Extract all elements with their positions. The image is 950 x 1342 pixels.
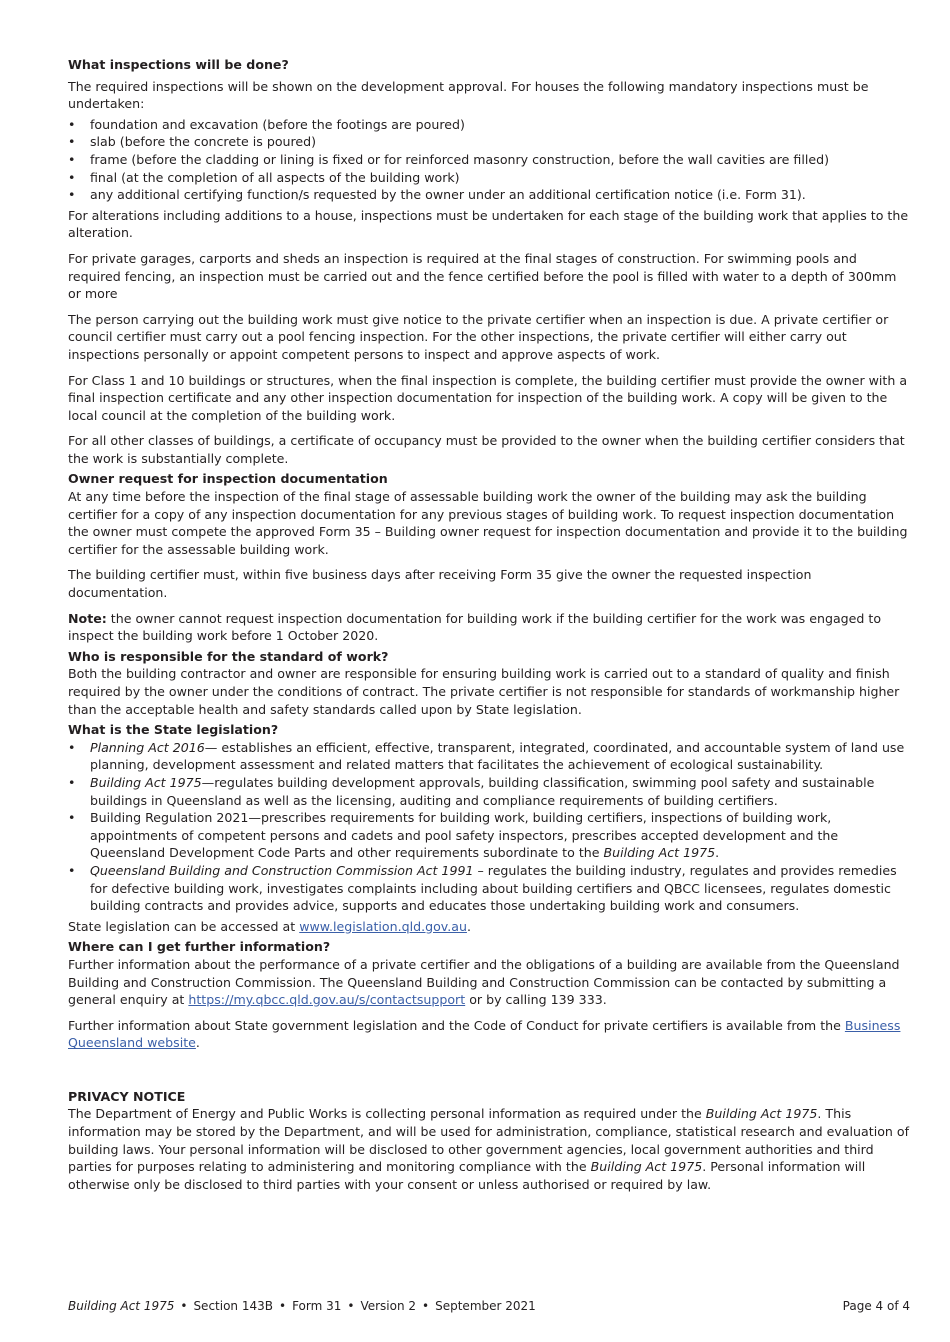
legislation-heading: What is the State legislation? (68, 722, 279, 738)
inspections-list (68, 116, 912, 204)
paragraph-garages: For private garages, carports and sheds an inspection is required at the final stages of construction. For swimming pools and required fencing, an inspection must be carried out and the fence certified before the pool is filled with water to a depth of 300mm or more (68, 250, 897, 302)
inspections-intro: The required inspections will be shown on the development approval. For houses the following mandatory inspections must be undertaken: (68, 78, 869, 112)
note-label: Note: (68, 610, 107, 626)
paragraph-class-1-10: For Class 1 and 10 buildings or structures, when the final inspection is complete, the building certifier must provide the owner with a final inspection certificate and any other inspection documentation for inspection of the building work. A copy will be given to the local council at the completion of the building work. (68, 372, 908, 423)
list-item: • Planning Act 2016— establishes an efficient, effective, transparent, integrated, coordinated, and accountable system of land use planning, development assessment and related matters that facilitates the achievement of ecological sustainability. (68, 739, 905, 773)
list-item: • Queensland Building and Construction Commission Act 1991 – regulates the building industry, regulates and provides remedies for defective building work, investigates complaints including about building certifiers and QBCC licensees, regulates domestic building contracts and provides advice, supports and educates those undertaking building work and consumers. (68, 862, 897, 914)
certifier-deadline-text: The building certifier must, within five business days after receiving Form 35 give the owner the requested inspection documentation. (68, 567, 812, 601)
list-item: • Building Regulation 2021—prescribes requirements for building work, building certifiers, inspections of building work, appointments of competent persons and cadets and pool safety inspectors, prescribes accepted development and the Queensland Development Code Parts and other requirements subordinate to the Building Act 1975. (68, 810, 839, 861)
list-item: • frame (before the cladding or lining is fixed or for reinforced masonry construction, before the wall cavities are filled) (68, 151, 829, 167)
list-item: • Building Act 1975—regulates building development approvals, building classification, swimming pool safety and sustainable buildings in Queensland as well as the licensing, auditing and compliance requirements of building certifiers. (68, 774, 875, 808)
further-info-legislation: Further information about State government legislation and the Code of Conduct for private certifiers is available from the Business Queensland website. (68, 1017, 901, 1051)
paragraph-other-classes: For all other classes of buildings, a certificate of occupancy must be provided to the owner when the building certifier considers that the work is substantially complete. (68, 433, 905, 466)
further-info-qbcc: Further information about the performance of a private certifier and the obligations of a building are available from the Queensland Building and Construction Commission. The Queensland Building and Construction Commission can be contacted by submitting a general enquiry at https://my.qbcc.qld.gov.au/s/contactsupport or by calling 139 333. (68, 956, 900, 1008)
legislation-link[interactable]: www.legislation.qld.gov.au (299, 918, 467, 934)
list-item: • any additional certifying function/s requested by the owner under an additional certification notice (i.e. Form 31). (68, 187, 806, 203)
legislation-list (68, 739, 912, 915)
footer-form-info: Building Act 1975 • Section 143B • Form 31 • Version 2 • September 2021 (68, 1299, 536, 1313)
standard-heading: Who is responsible for the standard of work? (68, 648, 389, 664)
privacy-text: The Department of Energy and Public Works is collecting personal information as required under the Building Act 1975. This information may be stored by the Department, and will be used for administration, compliance, statistical research and evaluation of building laws. Your personal information will be disclosed to other government agencies, local government authorities and third parties for purposes relating to administering and monitoring compliance with the Building Act 1975. Personal information will otherwise only be disclosed to third parties with your consent or unless authorised or required by law. (68, 1106, 910, 1192)
owner-request-text: At any time before the inspection of the final stage of assessable building work the owner of the building may ask the building certifier for a copy of any inspection documentation for any previous stages of building work. To request inspection documentation the owner must compete the approved Form 35 – Building owner request for inspection documentation and provide it to the building certifier for the assessable building work. (68, 489, 908, 557)
owner-request-heading: Owner request for inspection documentation (68, 471, 388, 487)
list-item: • foundation and excavation (before the footings are poured) (68, 116, 465, 132)
inspections-heading: What inspections will be done? (68, 57, 289, 72)
standard-text: Both the building contractor and owner are responsible for ensuring building work is carried out to a standard of quality and finish required by the owner under the conditions of contract. The private certifier is not responsible for standards of workmanship higher than the acceptable health and safety standards called upon by State legislation. (68, 666, 900, 717)
privacy-heading: PRIVACY NOTICE (68, 1088, 186, 1104)
page-footer (68, 1298, 910, 1316)
page-number: Page 4 of 4 (842, 1299, 910, 1313)
legislation-access: State legislation can be accessed at www.legislation.qld.gov.au. (68, 918, 471, 934)
note-paragraph: Note: the owner cannot request inspection documentation for building work if the building certifier for the work was engaged to inspect the building work before 1 October 2020. (68, 610, 882, 644)
list-item: • final (at the completion of all aspects of the building work) (68, 169, 460, 185)
qbcc-contact-link[interactable]: https://my.qbcc.qld.gov.au/s/contactsupport (188, 992, 466, 1008)
business-queensland-link[interactable]: Business Queensland website (68, 1017, 901, 1051)
paragraph-alterations: For alterations including additions to a house, inspections must be undertaken for each stage of the building work that applies to the alteration. (68, 207, 909, 241)
list-item: • slab (before the concrete is poured) (68, 134, 317, 150)
paragraph-notice: The person carrying out the building work must give notice to the private certifier when an inspection is due. A private certifier or council certifier must carry out a pool fencing inspection. For the other inspections, the private certifier will either carry out inspections personally or appoint competent persons to inspect and approve aspects of work. (68, 311, 889, 362)
document-page (68, 56, 912, 1193)
further-info-heading: Where can I get further information? (68, 939, 331, 955)
